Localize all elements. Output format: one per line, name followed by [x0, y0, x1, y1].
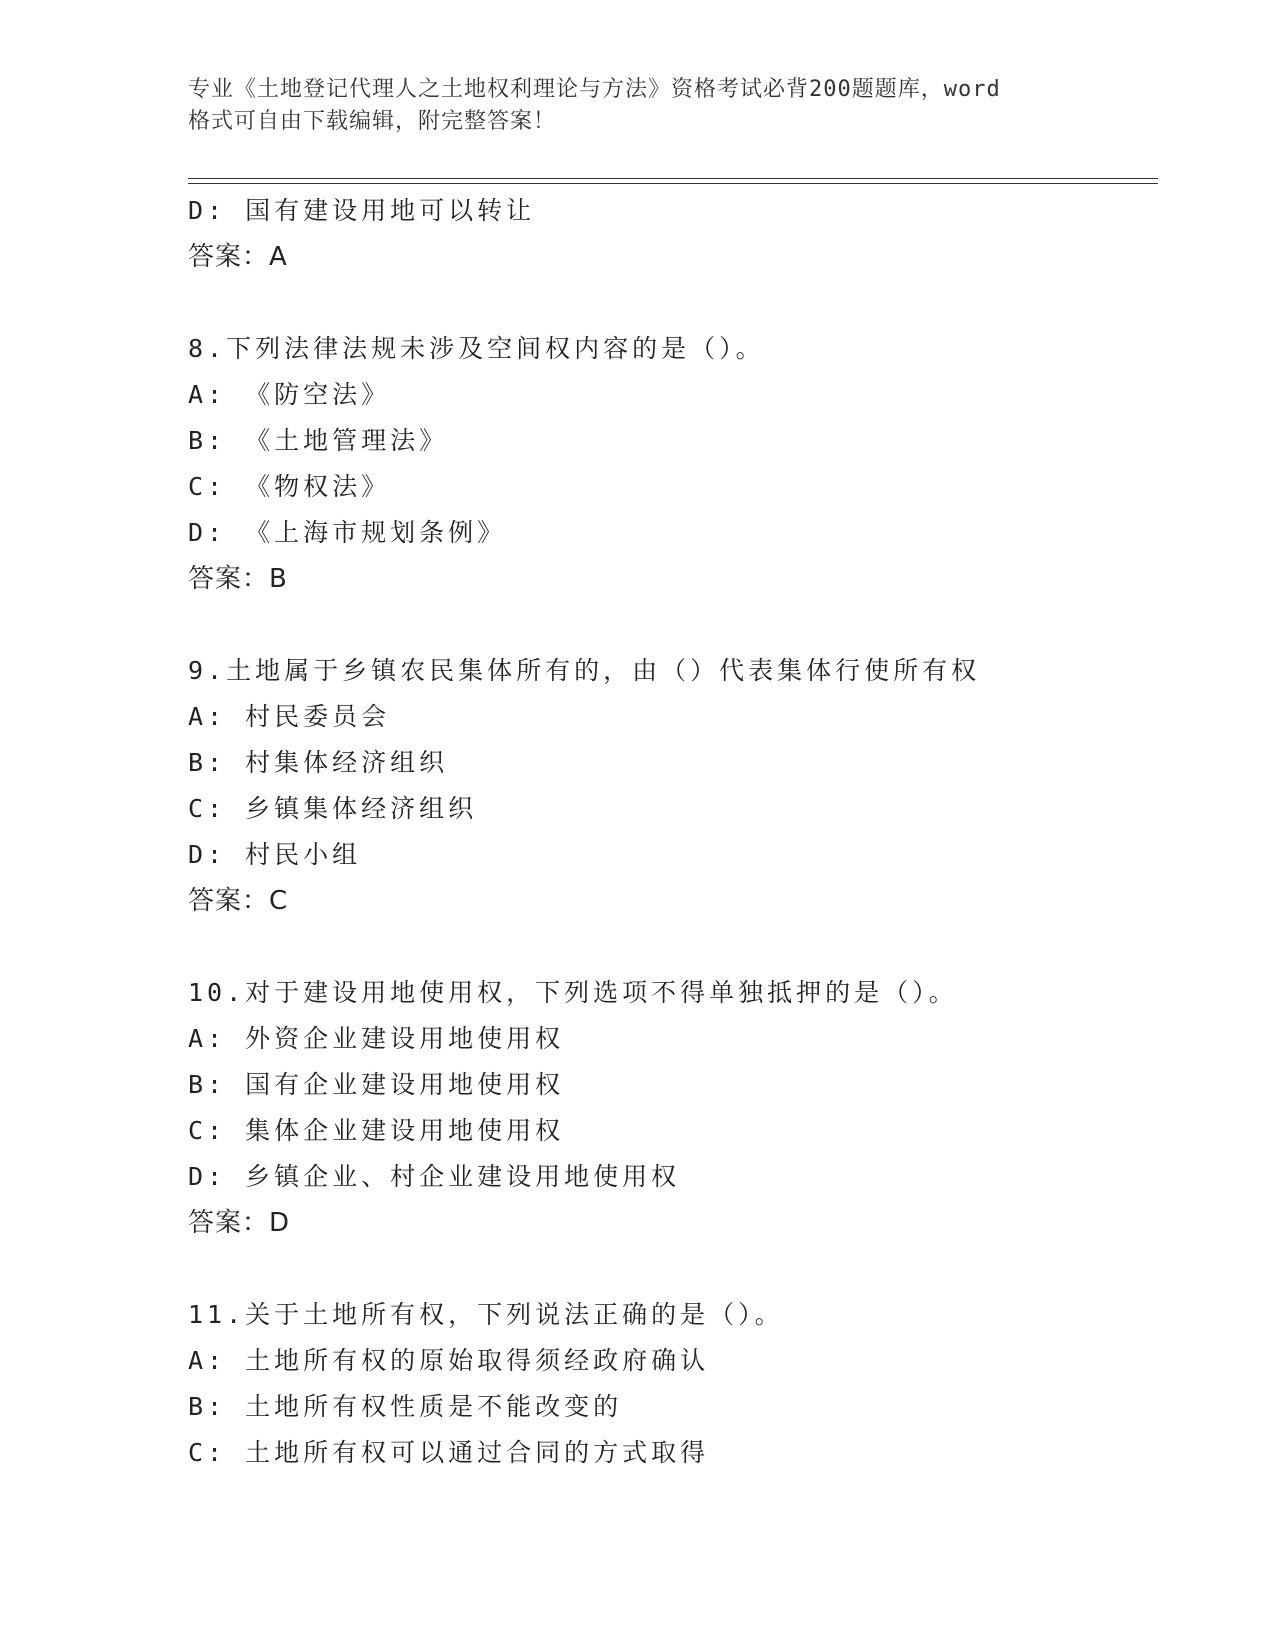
option-b: B: 《土地管理法》 — [188, 426, 449, 455]
question-11 — [188, 1292, 1188, 1476]
option-d: D: 村民小组 — [188, 840, 362, 869]
spacer — [188, 1246, 1188, 1292]
question-list — [188, 188, 1188, 1476]
answer-line: 答案：B — [188, 564, 288, 594]
spacer — [188, 924, 1188, 970]
question-10 — [188, 970, 1188, 1246]
answer-line: 答案：C — [188, 886, 289, 916]
question-8 — [188, 326, 1188, 602]
answer-line: 答案：D — [188, 1208, 291, 1238]
option-c: C: 乡镇集体经济组织 — [188, 794, 478, 823]
document-header — [188, 74, 1068, 138]
header-line-2: 格式可自由下载编辑，附完整答案！ — [188, 109, 557, 134]
header-line-1: 专业《土地登记代理人之土地权利理论与方法》资格考试必背200题题库，word — [188, 77, 1001, 102]
option-b: B: 国有企业建设用地使用权 — [188, 1070, 565, 1099]
spacer — [188, 280, 1188, 326]
spacer — [188, 602, 1188, 648]
header-divider-top — [188, 178, 1158, 179]
question-stem: 11.关于土地所有权，下列说法正确的是（）。 — [188, 1300, 784, 1329]
option-a: A: 村民委员会 — [188, 702, 391, 731]
option-d: D: 《上海市规划条例》 — [188, 518, 507, 547]
question-stem: 9.土地属于乡镇农民集体所有的，由（）代表集体行使所有权 — [188, 656, 981, 685]
answer-line: 答案：A — [188, 242, 288, 272]
question-stem: 10.对于建设用地使用权，下列选项不得单独抵押的是（）。 — [188, 978, 958, 1007]
question-stem: 8.下列法律法规未涉及空间权内容的是（）。 — [188, 334, 765, 363]
option-c: C: 土地所有权可以通过合同的方式取得 — [188, 1438, 710, 1467]
option-b: B: 土地所有权性质是不能改变的 — [188, 1392, 623, 1421]
question-9 — [188, 648, 1188, 924]
option-d: D: 国有建设用地可以转让 — [188, 196, 536, 225]
option-c: C: 集体企业建设用地使用权 — [188, 1116, 565, 1145]
header-divider-bottom — [188, 183, 1158, 184]
option-a: A: 土地所有权的原始取得须经政府确认 — [188, 1346, 710, 1375]
option-d: D: 乡镇企业、村企业建设用地使用权 — [188, 1162, 681, 1191]
option-a: A: 《防空法》 — [188, 380, 391, 409]
option-a: A: 外资企业建设用地使用权 — [188, 1024, 565, 1053]
option-b: B: 村集体经济组织 — [188, 748, 449, 777]
option-c: C: 《物权法》 — [188, 472, 391, 501]
